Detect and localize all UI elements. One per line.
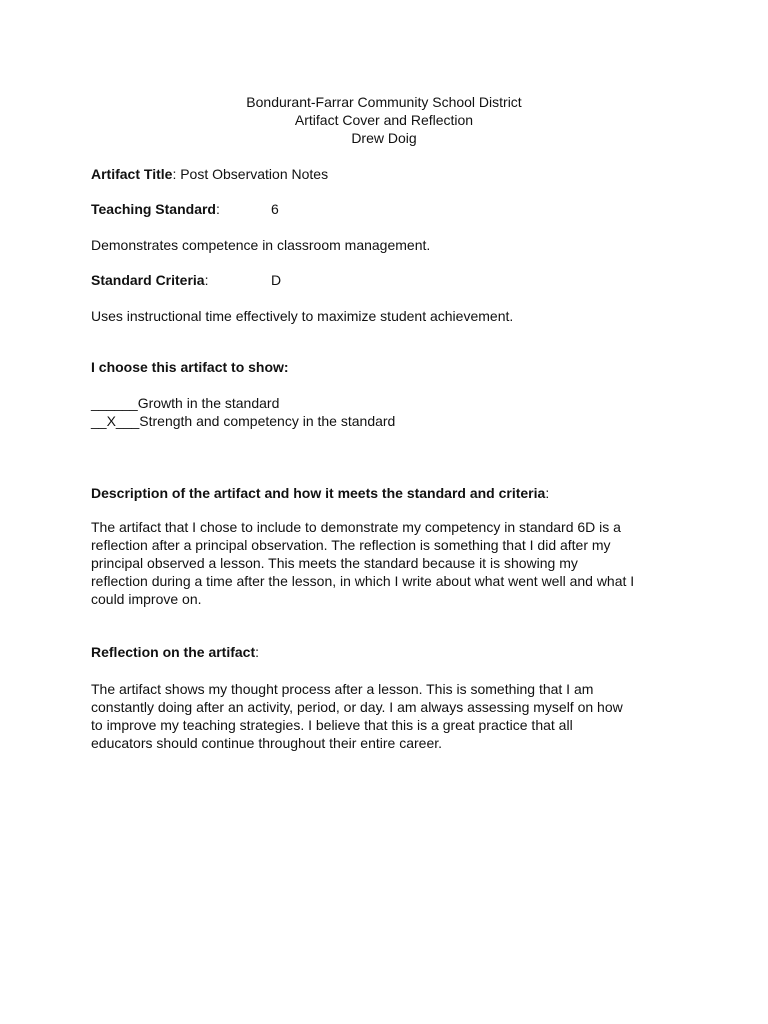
artifact-title-line: [91, 165, 328, 183]
option-strength-mark: __X___: [91, 413, 140, 429]
reflection-line: The artifact shows my thought process after a lesson. This is something that I am: [91, 681, 594, 697]
artifact-title-label: Artifact Title: [91, 166, 173, 182]
reflection-heading-colon: :: [255, 644, 260, 660]
standard-criteria-line: [91, 271, 691, 289]
teaching-standard-line: [91, 200, 691, 218]
standard-criteria-colon: :: [204, 272, 209, 288]
option-growth-mark: ______: [91, 395, 138, 411]
description-line: reflection after a principal observation. The reflection is something that I did after my: [91, 537, 611, 553]
description-line: The artifact that I chose to include to demonstrate my competency in standard 6D is a: [91, 519, 621, 535]
teaching-standard-value: 6: [271, 201, 279, 217]
reflection-paragraph: [91, 680, 691, 752]
standard-criteria-description: Uses instructional time effectively to maximize student achievement.: [91, 308, 514, 324]
description-paragraph: [91, 518, 691, 608]
standard-criteria-value: D: [271, 272, 282, 288]
description-line: principal observed a lesson. This meets the standard because it is showing my: [91, 555, 578, 571]
artifact-title-value: : Post Observation Notes: [172, 166, 329, 182]
reflection-heading-line: [91, 643, 259, 661]
document-header: [0, 93, 768, 147]
description-heading-line: [91, 484, 549, 502]
option-growth-label: Growth in the standard: [137, 395, 280, 411]
teaching-standard-label: Teaching Standard: [91, 201, 216, 217]
teaching-standard-description: Demonstrates competence in classroom management.: [91, 237, 431, 253]
document-type: Artifact Cover and Reflection: [294, 112, 474, 128]
description-heading: Description of the artifact and how it meets the standard and criteria: [91, 485, 546, 501]
option-strength-label: Strength and competency in the standard: [139, 413, 396, 429]
standard-criteria-label: Standard Criteria: [91, 272, 205, 288]
choose-heading: I choose this artifact to show:: [91, 359, 289, 375]
option-growth: [91, 394, 279, 412]
district-name: Bondurant-Farrar Community School District: [246, 94, 522, 110]
reflection-heading: Reflection on the artifact: [91, 644, 256, 660]
reflection-line: educators should continue throughout their entire career.: [91, 735, 443, 751]
description-heading-colon: :: [545, 485, 550, 501]
reflection-line: to improve my teaching strategies. I believe that this is a great practice that all: [91, 717, 573, 733]
teaching-standard-colon: :: [215, 201, 220, 217]
description-line: could improve on.: [91, 591, 202, 607]
author-name: Drew Doig: [351, 130, 417, 146]
description-line: reflection during a time after the lesson, in which I write about what went well and what I: [91, 573, 635, 589]
reflection-line: constantly doing after an activity, period, or day. I am always assessing myself on how: [91, 699, 623, 715]
option-strength: [91, 412, 395, 430]
